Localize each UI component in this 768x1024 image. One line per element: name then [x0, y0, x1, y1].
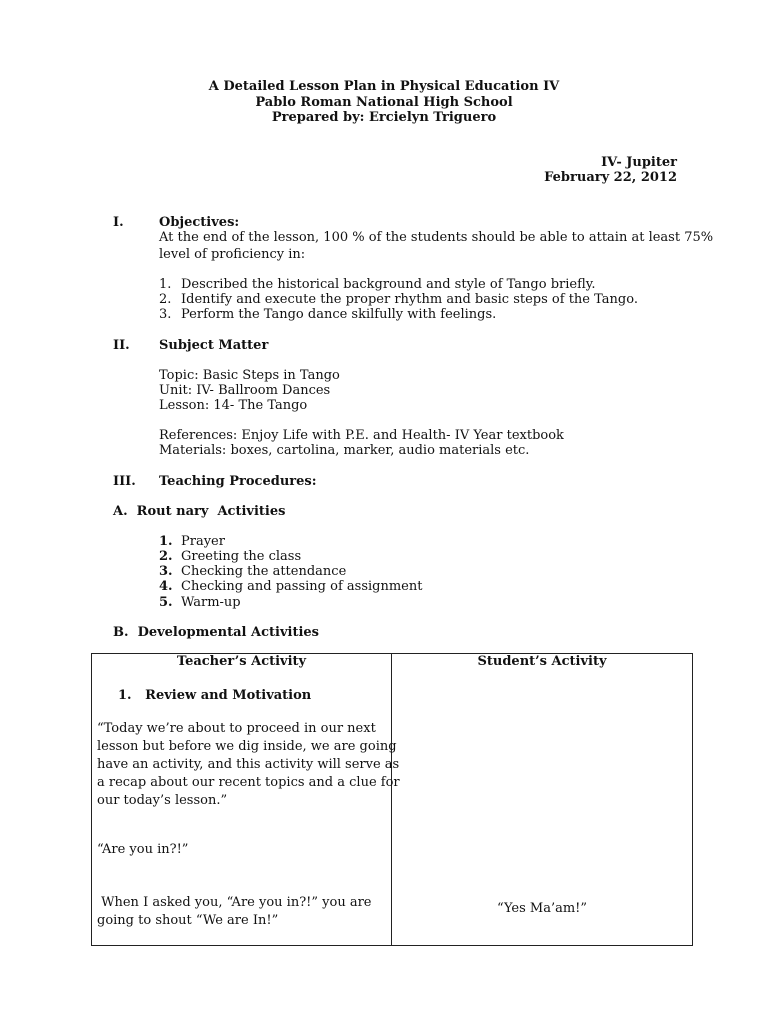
lesson-plan-title: A Detailed Lesson Plan in Physical Education IV: [208, 79, 560, 94]
list-item-number: 5.: [159, 595, 173, 610]
student-reply: “Yes Ma’am!”: [496, 901, 588, 916]
are-you-in-text: “Are you in?!”: [97, 842, 189, 857]
section-title-objectives: Objectives:: [159, 215, 240, 230]
activities-table: [91, 653, 693, 946]
teacher-paragraph-line: have an activity, and this activity will serve as: [97, 757, 400, 772]
teacher-paragraph-line: lesson but before we dig inside, we are going: [97, 739, 397, 754]
list-item-number: 2.: [159, 549, 173, 564]
list-item: Greeting the class: [181, 549, 302, 564]
lesson-date: February 22, 2012: [544, 170, 677, 185]
list-item: Prayer: [181, 534, 225, 549]
subject-materials: Materials: boxes, cartolina, marker, audio materials etc.: [159, 443, 530, 458]
teacher-activity-cell: [92, 654, 400, 946]
list-item: Perform the Tango dance skilfully with feelings.: [181, 307, 497, 322]
subject-unit: Unit: IV- Ballroom Dances: [159, 383, 331, 398]
student-activity-header: Student’s Activity: [477, 654, 607, 669]
section-title-procedures: Teaching Procedures:: [159, 474, 317, 489]
teacher-paragraph-line: “Today we’re about to proceed in our next: [97, 721, 376, 736]
review-motivation-subheading: 1. Review and Motivation: [118, 688, 312, 703]
subject-references: References: Enjoy Life with P.E. and Health- IV Year textbook: [159, 428, 564, 443]
school-name: Pablo Roman National High School: [255, 95, 513, 110]
subject-topic: Topic: Basic Steps in Tango: [159, 368, 340, 383]
section-numeral-procedures: III.: [113, 474, 136, 489]
student-activity-cell: [392, 654, 693, 946]
list-item-number: 4.: [159, 579, 173, 594]
objectives-intro-line: level of proficiency in:: [159, 247, 306, 262]
section-title-subject: Subject Matter: [159, 338, 269, 353]
teacher-paragraph-line: a recap about our recent topics and a clue for: [97, 775, 400, 790]
developmental-heading: B. Developmental Activities: [113, 625, 319, 640]
list-item: Identify and execute the proper rhythm and basic steps of the Tango.: [181, 292, 638, 307]
list-item-number: 1.: [159, 277, 172, 292]
prepared-by: Prepared by: Ercielyn Triguero: [271, 110, 497, 125]
list-item: Checking the attendance: [181, 564, 347, 579]
class-section: IV- Jupiter: [601, 155, 677, 170]
teacher-instruction-line: going to shout “We are In!”: [97, 913, 279, 928]
list-item-number: 3.: [159, 307, 172, 322]
routinary-heading: A. Rout nary Activities: [113, 504, 286, 519]
subject-lesson: Lesson: 14- The Tango: [159, 398, 308, 413]
list-item: Checking and passing of assignment: [181, 579, 423, 594]
list-item-number: 2.: [159, 292, 172, 307]
list-item: Warm-up: [181, 595, 241, 610]
teacher-instruction-line: When I asked you, “Are you in?!” you are: [97, 895, 372, 910]
section-numeral-objectives: I.: [113, 215, 124, 230]
teacher-activity-header: Teacher’s Activity: [176, 654, 307, 669]
section-numeral-subject: II.: [113, 338, 130, 353]
list-item-number: 3.: [159, 564, 173, 579]
list-item-number: 1.: [159, 534, 173, 549]
objectives-intro-line: At the end of the lesson, 100 % of the students should be able to attain at least 75%: [159, 230, 714, 245]
teacher-paragraph-line: our today’s lesson.”: [97, 793, 228, 808]
list-item: Described the historical background and style of Tango briefly.: [181, 277, 596, 292]
